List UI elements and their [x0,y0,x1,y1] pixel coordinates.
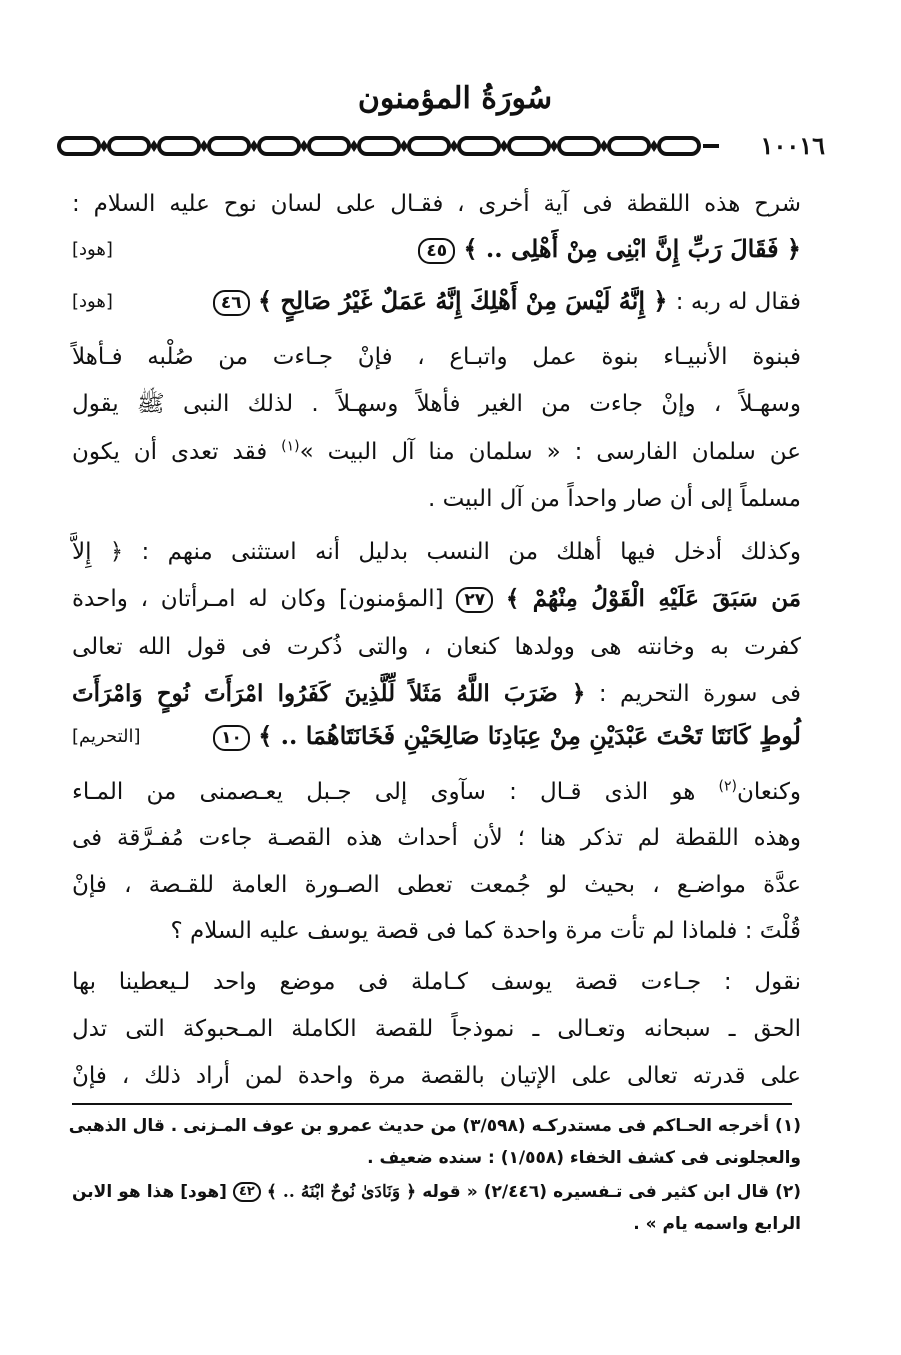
text-line-19: على قدرته تعالى على الإتيان بالقصة مرة واحدة لمن أراد ذلك ، فإنْ [72,1063,801,1089]
ayah-number-badge: ٢٧ [456,587,493,613]
quran-verse: لُوطٍ كَانَتَا تَحْتَ عَبْدَيْنِ مِنْ عِبَادِنَا صَالِحَيْنِ فَخَانَتَاهُمَا .. ﴾ ١٠ [213,721,801,751]
text-line-16: قُلْتَ : فلماذا لم تأت مرة واحدة كما فى قصة يوسف عليه السلام ؟ [170,918,801,944]
footnote-1-line-2: والعجلونى فى كشف الخفاء (١/٥٥٨) : سنده ضعيف . [367,1148,801,1168]
text-line-15: عدَّة مواضـع ، بحيث لو جُمعت تعطى الصـورة العامة للقـصة ، فإنْ [72,872,801,898]
text-line-4: فبنوة الأنبيـاء بنوة عمل واتبـاع ، فإنْ جـاءت من صُلْبه فـأهلاً [72,344,801,370]
quran-verse: ﴿ فَقَالَ رَبِّ إِنَّ ابْنِى مِنْ أَهْلِى .. ﴾ ٤٥ [418,234,801,264]
text-line-11: فى سورة التحريم : ﴿ ضَرَبَ اللَّهُ مَثَلاً لِّلَّذِينَ كَفَرُوا امْرَأَتَ نُوحٍ وَامْرَأَتَ [72,680,801,707]
text-line-1: شرح هذه اللقطة فى آية أخرى ، فقـال على لسان نوح عليه السلام : [72,191,801,217]
text-line-12 [72,712,801,760]
ayah-number-badge: ١٠ [213,725,250,751]
text-line-8: وكذلك أدخل فيها أهلك من النسب بدليل أنه استثنى منهم : ﴿ إِلاَّ [72,539,801,565]
text-line-13: وكنعان$^{(٢)}$ هو الذى قـال : سآوى إلى جـبل يعـصمنى من المـاء [72,778,802,805]
verse-intro: فقال له ربه : ﴿ إِنَّهُ لَيْسَ مِنْ أَهْلِكَ إِنَّهُ عَمَلٌ غَيْرُ صَالِحٍ ﴾ ٤٦ [213,286,801,316]
text-line-18: الحق ـ سبحانه وتعـالى ـ نموذجاً للقصة الكاملة المـحبوكة التى تدل [72,1016,801,1042]
text-line-9: مَن سَبَقَ عَلَيْهِ الْقَوْلُ مِنْهُمْ ﴾ ٢٧ [المؤمنون] وكان له امـرأتان ، واحدة [72,585,802,612]
surah-reference: [التحريم] [72,725,141,747]
footnote-1-line-1: (١) أخرجه الحـاكم فى مستدركـه (٣/٥٩٨) من حديث عمرو بن عوف المـزنى . قال الذهبى [68,1116,801,1136]
surah-reference: [هود] [72,290,113,312]
ayah-number-badge: ٤٥ [418,238,455,264]
decorative-chain-border [55,132,720,160]
surah-reference: [هود] [72,238,113,260]
text-line-10: كفرت به وخانته هى وولدها كنعان ، والتى ذُكرت فى قول الله تعالى [72,634,801,660]
page-number: ١٠٠١٦ [757,126,829,166]
text-line-7: مسلماً إلى أن صار واحداً من آل البيت . [427,486,801,512]
text-line-3 [72,277,801,325]
text-line-5: وسهـلاً ، وإنْ جاءت من الغير فأهلاً وسهـلاً . لذلك النبى ﷺ يقول [72,391,801,417]
text-line-2 [72,225,801,273]
footnote-marker: (١) [281,438,300,455]
ayah-number-badge: ٤٢ [233,1182,261,1202]
footnote-marker: (٢) [718,778,738,795]
footnote-separator [72,1103,792,1105]
text-line-14: وهذه اللقطة لم تذكر هنا ؛ لأن أحداث هذه القصـة جاءت مُفـرَّقة فى [72,825,801,851]
footnote-2-line-2: الرابع واسمه يام » . [633,1214,801,1234]
text-line-6: عن سلمان الفارسى : « سلمان منا آل البيت »$^{(١)}$ فقد تعدى أن يكون [72,438,801,465]
text-line-17: نقول : جـاءت قصة يوسف كـاملة فى موضع واحد لـيعطينا بها [72,969,801,995]
footnote-2-line-1: (٢) قال ابن كثير فى تـفسيره (٢/٤٤٦) « قوله ﴿ وَنَادَىٰ نُوحٌ ابْنَهُ .. ﴾ ٤٢ [هود] هذا هو الابن [72,1182,802,1202]
ayah-number-badge: ٤٦ [213,290,250,316]
surah-title: سُورَةُ المؤمنون [357,81,553,116]
